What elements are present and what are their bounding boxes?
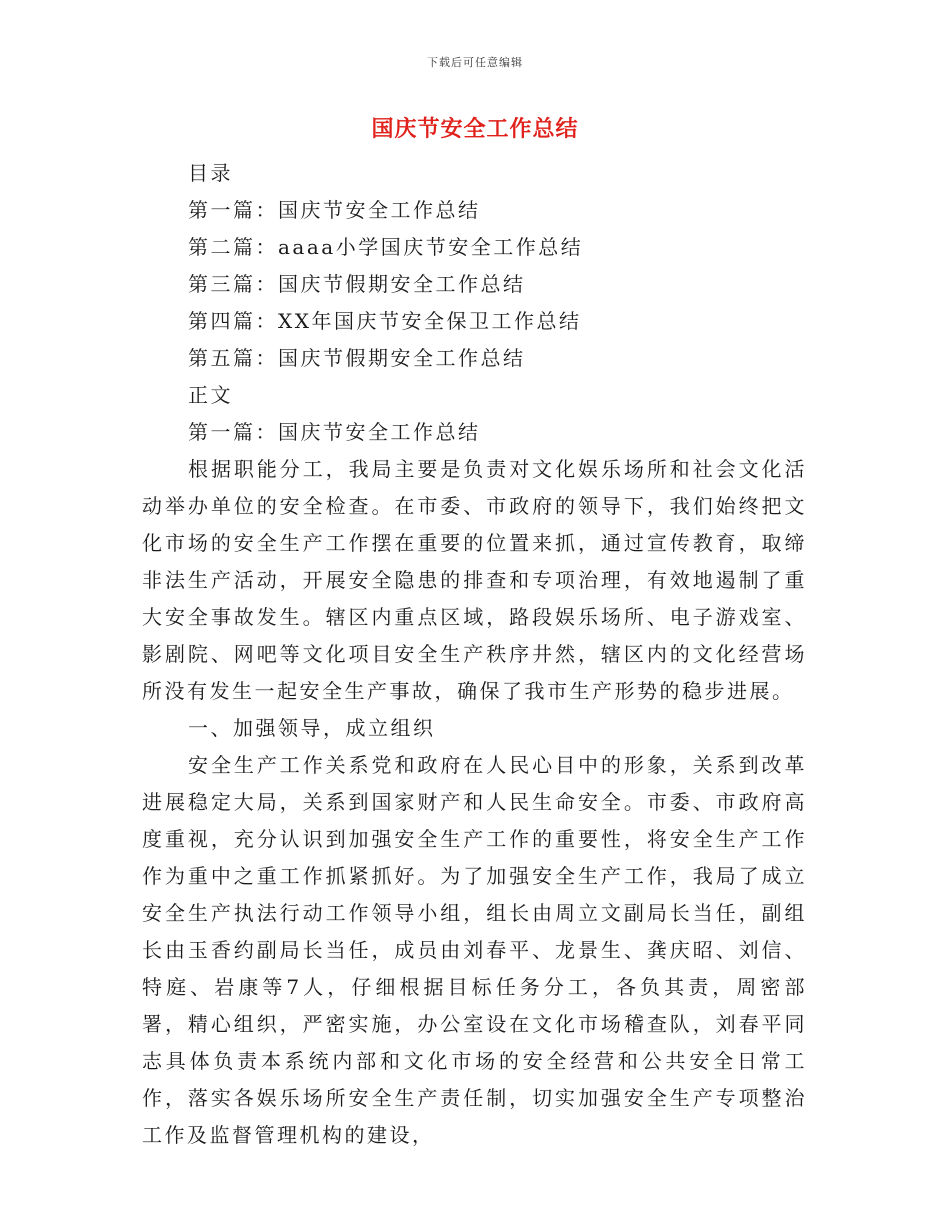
toc-heading: 目录 (188, 161, 233, 185)
toc-item: 第三篇：国庆节假期安全工作总结 (188, 272, 526, 296)
page-header-note: 下载后可任意编辑 (427, 56, 523, 69)
document-body (142, 155, 807, 1154)
document-title: 国庆节安全工作总结 (371, 117, 579, 142)
section-title: 一、加强领导，成立组织 (188, 716, 436, 740)
toc-item: 第四篇：XX年国庆节安全保卫工作总结 (188, 309, 582, 333)
chapter-title: 第一篇：国庆节安全工作总结 (188, 420, 481, 444)
toc-item: 第五篇：国庆节假期安全工作总结 (188, 346, 526, 370)
body-paragraph: 根据职能分工，我局主要是负责对文化娱乐场所和社会文化活动举办单位的安全检查。在市委、市政府的领导下，我们始终把文化市场的安全生产工作摆在重要的位置来抓，通过宣传教育，取缔非法生产活动，开展安全隐患的排查和专项治理，有效地遏制了重大安全事故发生。辖区内重点区域，路段娱乐场所、电子游戏室、影剧院、网吧等文化项目安全生产秩序井然，辖区内的文化经营场所没有发生一起安全生产事故，确保了我市生产形势的稳步进展。 (142, 457, 807, 703)
body-heading: 正文 (188, 383, 233, 407)
toc-item: 第一篇：国庆节安全工作总结 (188, 198, 481, 222)
body-paragraph: 安全生产工作关系党和政府在人民心目中的形象，关系到改革进展稳定大局，关系到国家财产和人民生命安全。市委、市政府高度重视，充分认识到加强安全生产工作的重要性，将安全生产工作作为重中之重工作抓紧抓好。为了加强安全生产工作，我局了成立安全生产执法行动工作领导小组，组长由周立文副局长当任，副组长由玉香约副局长当任，成员由刘春平、龙景生、龚庆昭、刘信、特庭、岩康等7人，仔细根据目标任务分工，各负其责，周密部署，精心组织，严密实施，办公室设在文化市场稽查队，刘春平同志具体负责本系统内部和文化市场的安全经营和公共安全日常工作，落实各娱乐场所安全生产责任制，切实加强安全生产专项整治工作及监督管理机构的建设， (142, 753, 807, 1147)
toc-item: 第二篇：aaaa小学国庆节安全工作总结 (188, 235, 584, 259)
